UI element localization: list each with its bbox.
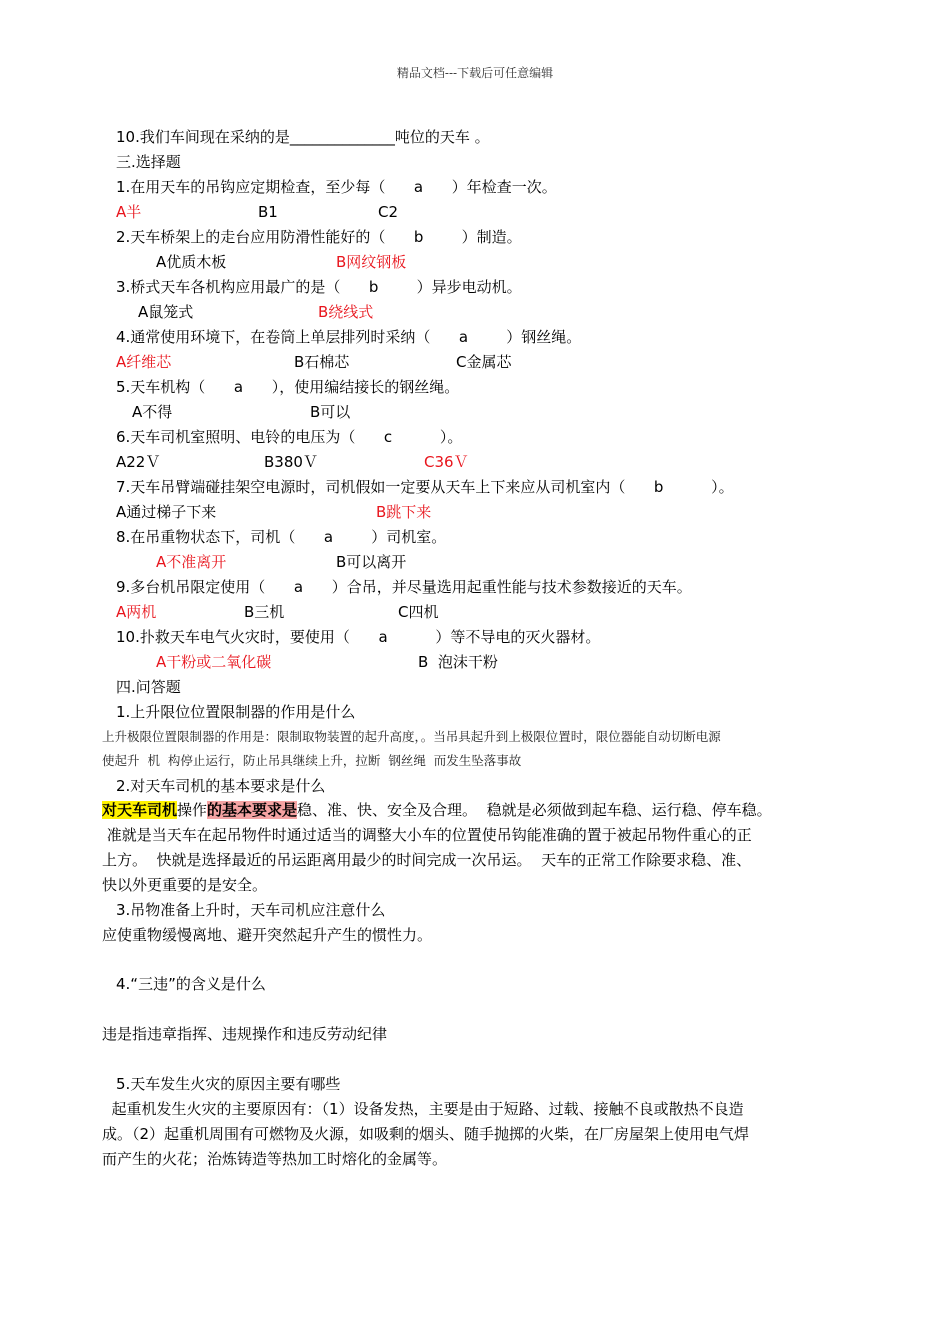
mc-option-2a: A优质木板 <box>156 253 227 271</box>
mc-option-7a: A通过梯子下来 <box>116 503 217 521</box>
section-heading-choice: 三.选择题 <box>116 153 181 171</box>
mc-option-6b: B380Ｖ <box>264 453 318 471</box>
mc-question-6: 6.天车司机室照明、电铃的电压为（ c ）。 <box>116 428 463 446</box>
mc-option-9c: C四机 <box>398 603 439 621</box>
mc-option-1a: A半 <box>116 203 142 221</box>
fill-question-10: 10.我们车间现在采纳的是______________吨位的天车 。 <box>116 128 490 146</box>
mc-option-10a: A干粉或二氧化碳 <box>156 653 272 671</box>
highlight-requirement: 的基本要求是 <box>207 801 298 819</box>
mc-option-1c: C2 <box>378 203 399 221</box>
mc-option-9b: B三机 <box>244 603 285 621</box>
qa-answer-5-line2: 成。（2）起重机周围有可燃物及火源，如吸剩的烟头、随手抛掷的火柴，在厂房屋架上使用电气焊 <box>102 1125 750 1143</box>
qa-question-2: 2.对天车司机的基本要求是什么 <box>116 777 326 795</box>
qa-answer-2-line1 <box>102 800 772 820</box>
mc-option-8a: A不准离开 <box>156 553 227 571</box>
qa-question-4: 4.“三违”的含义是什么 <box>116 975 266 993</box>
mc-option-8b: B可以离开 <box>336 553 407 571</box>
mc-option-9a: A两机 <box>116 603 157 621</box>
qa-question-1: 1.上升限位位置限制器的作用是什么 <box>116 703 356 721</box>
mc-question-2: 2.天车桥架上的走台应用防滑性能好的（ b ）制造。 <box>116 228 522 246</box>
mc-option-3b: B绕线式 <box>318 303 374 321</box>
mc-option-10b: B 泡沫干粉 <box>418 653 498 671</box>
mc-question-1: 1.在用天车的吊钩应定期检查，至少每（ a ）年检查一次。 <box>116 178 557 196</box>
qa-answer-2-line3: 上方。 快就是选择最近的吊运距离用最少的时间完成一次吊运。 天车的正常工作除要求稳、准、 <box>102 851 752 869</box>
mc-option-5a: A不得 <box>132 403 173 421</box>
mc-option-1b: B1 <box>258 203 278 221</box>
answer-2-text-a: 操作 <box>177 801 208 819</box>
mc-option-4c: C金属芯 <box>456 353 512 371</box>
mc-question-3: 3.桥式天车各机构应用最广的是（ b ）异步电动机。 <box>116 278 522 296</box>
mc-option-4a: A纤维芯 <box>116 353 172 371</box>
qa-question-3: 3.吊物准备上升时，天车司机应注意什么 <box>116 901 386 919</box>
mc-question-9: 9.多台机吊限定使用（ a ）合吊，并尽量选用起重性能与技术参数接近的天车。 <box>116 578 692 596</box>
qa-answer-2-line2: 准就是当天车在起吊物件时通过适当的调整大小车的位置使吊钩能准确的置于被起吊物件重心的正 <box>102 826 752 844</box>
section-heading-qa: 四.问答题 <box>116 678 181 696</box>
mc-option-6c: C36Ｖ <box>424 453 469 471</box>
mc-question-8: 8.在吊重物状态下，司机（ a ）司机室。 <box>116 528 447 546</box>
qa-question-5: 5.天车发生火灾的原因主要有哪些 <box>116 1075 341 1093</box>
qa-answer-5-line3: 而产生的火花；治炼铸造等热加工时熔化的金属等。 <box>102 1150 448 1168</box>
qa-answer-1-line1: 上升极限位置限制器的作用是：限制取物装置的起升高度，。当吊具起升到上极限位置时，限位器能自动切断电源 <box>102 729 721 744</box>
mc-question-7: 7.天车吊臂端碰挂架空电源时，司机假如一定要从天车上下来应从司机室内（ b ）。 <box>116 478 734 496</box>
qa-answer-2-line4: 快以外更重要的是安全。 <box>102 876 268 894</box>
mc-question-10: 10.扑救天车电气火灾时，要使用（ a ）等不导电的灭火器材。 <box>116 628 601 646</box>
mc-option-4b: B石棉芯 <box>294 353 350 371</box>
mc-option-7b: B跳下来 <box>376 503 432 521</box>
page-header: 精品文档---下载后可任意编辑 <box>396 66 554 80</box>
mc-question-5: 5.天车机构（ a ），使用编结接长的钢丝绳。 <box>116 378 460 396</box>
mc-question-4: 4.通常使用环境下，在卷筒上单层排列时采纳（ a ）钢丝绳。 <box>116 328 582 346</box>
qa-answer-5-line1: 起重机发生火灾的主要原因有：（1）设备发热，主要是由于短路、过载、接触不良或散热不良造 <box>102 1100 744 1118</box>
highlight-driver: 对天车司机 <box>102 801 178 819</box>
mc-option-2b: B网纹钢板 <box>336 253 407 271</box>
answer-2-text-b: 稳、准、快、安全及合理。 稳就是必须做到起车稳、运行稳、停车稳。 <box>297 801 772 819</box>
qa-answer-4: 违是指违章指挥、违规操作和违反劳动纪律 <box>102 1025 388 1043</box>
mc-option-6a: A22Ｖ <box>116 453 161 471</box>
mc-option-5b: B可以 <box>310 403 351 421</box>
qa-answer-1-line2: 使起升 机 构停止运行，防止吊具继续上升，拉断 钢丝绳 而发生坠落事故 <box>102 753 522 768</box>
qa-answer-3: 应使重物缓慢离地、避开突然起升产生的惯性力。 <box>102 926 433 944</box>
mc-option-3a: A鼠笼式 <box>138 303 194 321</box>
